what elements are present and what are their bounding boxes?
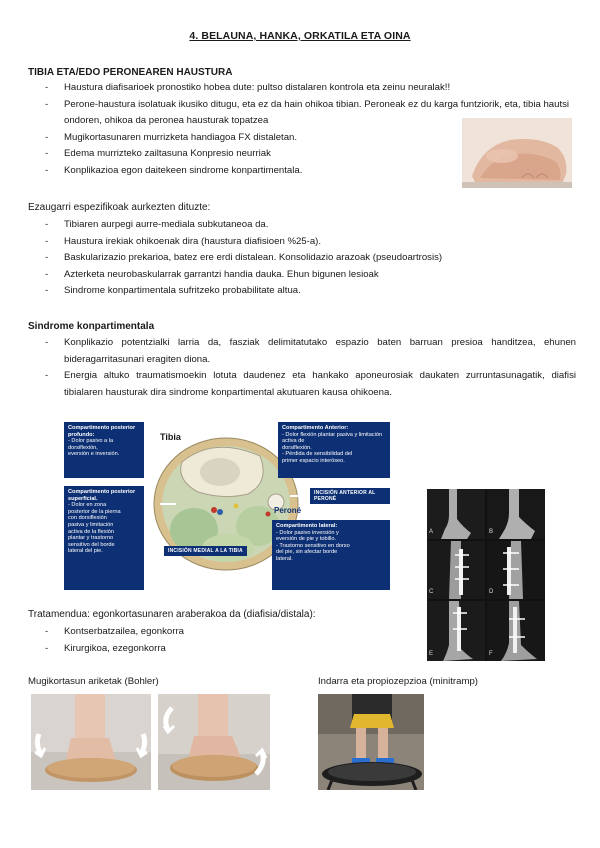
- lateral-line: del pie, sin afectar borde: [276, 549, 338, 556]
- posterior-superficial-line: con dorsiflexión: [68, 515, 107, 522]
- bohler-board-photo-1: [31, 694, 151, 790]
- xray-letter: A: [429, 529, 434, 535]
- compartment-diagram: [64, 422, 390, 590]
- mobility-caption: Mugikortasun ariketak (Bohler): [28, 676, 159, 687]
- posterior-superficial-line: activa de la flexión: [68, 528, 115, 535]
- xray-letter: D: [489, 589, 494, 595]
- list-item: - Kontserbatzailea, egonkorra: [28, 624, 408, 641]
- list-item: - Perone-haustura isolatuak ikusiko ditugu, eta ez da hain ohikoa tibian. Peroneak ez du karga funtziorik, eta, tibia hautsi ondoren, ohikoa da peronea hausturak topatzea: [28, 97, 576, 130]
- posterior-superficial-line: - Dolor en zona: [68, 502, 107, 509]
- list-item: - Edema murrizteko zailtasuna Konpresio neurriak: [28, 146, 576, 163]
- list-item: - Haustura diafisarioek pronostiko hobea dute: pultso distalaren kontrola eta zeinu neuralak!!: [28, 80, 576, 97]
- strength-caption: Indarra eta propiozepzioa (minitramp): [318, 676, 478, 687]
- anterior-line: dorsiflexión.: [282, 444, 312, 451]
- posterior-superficial-box: [64, 486, 144, 590]
- treatment-bullet-list: [28, 624, 408, 657]
- xray-letter: E: [429, 651, 434, 657]
- features-bullet-list: [28, 217, 576, 300]
- lateral-line: eversión de pie y tobillo.: [276, 536, 337, 543]
- list-item: - Baskularizazio prekarioa, batez ere erdi distalean. Konsolidazio arazoak (pseudoartrosis): [28, 250, 576, 267]
- tibia-label: Tibia: [160, 432, 181, 442]
- treatment-intro: Tratamendua: egonkortasunaren araberakoa da (diafisia/distala):: [28, 609, 316, 620]
- anterior-line: - Pérdida de sensibilidad del: [282, 451, 353, 458]
- list-item: - Tibiaren aurpegi aurre-mediala subkutaneoa da.: [28, 217, 576, 234]
- swollen-foot-photo: [462, 118, 572, 188]
- posterior-superficial-heading: Compartimento posterior superficial.: [68, 489, 136, 502]
- posterior-deep-line: eversión e inversión.: [68, 451, 120, 458]
- posterior-superficial-line: sensitivo del borde: [68, 541, 115, 548]
- xray-grid: [427, 489, 545, 661]
- bohler-board-photo-2: [158, 694, 270, 790]
- list-item: - Konplikazioa egon daitekeen sindrome konpartimentala.: [28, 163, 576, 180]
- perone-label: Peroné: [274, 506, 302, 515]
- anterior-box: [278, 422, 390, 478]
- lateral-heading: Compartimento lateral:: [276, 523, 338, 529]
- lateral-line: lateral.: [276, 555, 293, 562]
- list-item: - Kirurgikoa, ezegonkorra: [28, 641, 408, 658]
- xray-letter: B: [489, 529, 494, 535]
- list-item: - Sindrome konpartimentala sufritzeko probabilitate altua.: [28, 283, 576, 300]
- posterior-superficial-line: plantar y trastorno: [68, 535, 114, 542]
- posterior-deep-line: - Dolor pasivo a la dorsiflexión,: [68, 438, 114, 451]
- list-item: - Azterketa neurobaskularrak garrantzi handia dauka. Ehun bigunen lesioak: [28, 267, 576, 284]
- anterior-line: - Dolor flexión plantar pasiva y limitación activa de: [282, 431, 383, 445]
- lateral-line: - Dolor pasivo inversión y: [276, 529, 339, 536]
- page-title: 4. BELAUNA, HANKA, ORKATILA ETA OINA: [189, 30, 411, 42]
- posterior-superficial-line: posterior de la pierna: [68, 508, 121, 515]
- compartment-heading: Sindrome konpartimentala: [28, 321, 155, 332]
- anterior-line: primer espacio interóseo.: [282, 457, 345, 464]
- anterior-heading: Compartimento Anterior:: [282, 425, 349, 431]
- list-item: - Konplikazio potentzialki larria da, fasziak delimitatutako espazio baten barruan presioa handitzea, ehunen bideragarritasunari eragiten diona.: [28, 335, 576, 368]
- lateral-box: [272, 520, 390, 590]
- posterior-superficial-line: pasiva y limitación: [68, 521, 114, 528]
- lateral-line: - Trastorno sensitivo en dorso: [276, 542, 350, 549]
- incision-anterior-label: INCISIÓN ANTERIOR AL PERONÉ: [310, 488, 390, 504]
- minitramp-photo: [318, 694, 424, 790]
- posterior-deep-heading: Compartimento posterior profundo:: [68, 425, 136, 438]
- list-item: - Mugikortasunaren murrizketa handiagoa FX distaletan.: [28, 130, 576, 147]
- incision-medial-label: INCISIÓN MEDIAL A LA TIBIA: [164, 546, 247, 556]
- posterior-deep-box: [64, 422, 144, 478]
- xray-letter: F: [489, 651, 493, 657]
- posterior-superficial-line: lateral del pie.: [68, 548, 103, 555]
- features-intro: Ezaugarri espezifikoak aurkezten dituzte:: [28, 202, 211, 213]
- compartment-bullet-list: [28, 335, 576, 401]
- fracture-section-heading: TIBIA ETA/EDO PERONEAREN HAUSTURA: [28, 67, 233, 78]
- xray-letter: C: [429, 589, 434, 595]
- list-item: - Energia altuko traumatismoekin lotuta daudenez eta hankako aponeurosiak daukaten zurruntasunagatik, diafisi tibialaren hausturak dira sindrome konpartimental akutuaren kausa ohikoena.: [28, 368, 576, 401]
- list-item: - Haustura irekiak ohikoenak dira (haustura diafisioen %25-a).: [28, 234, 576, 251]
